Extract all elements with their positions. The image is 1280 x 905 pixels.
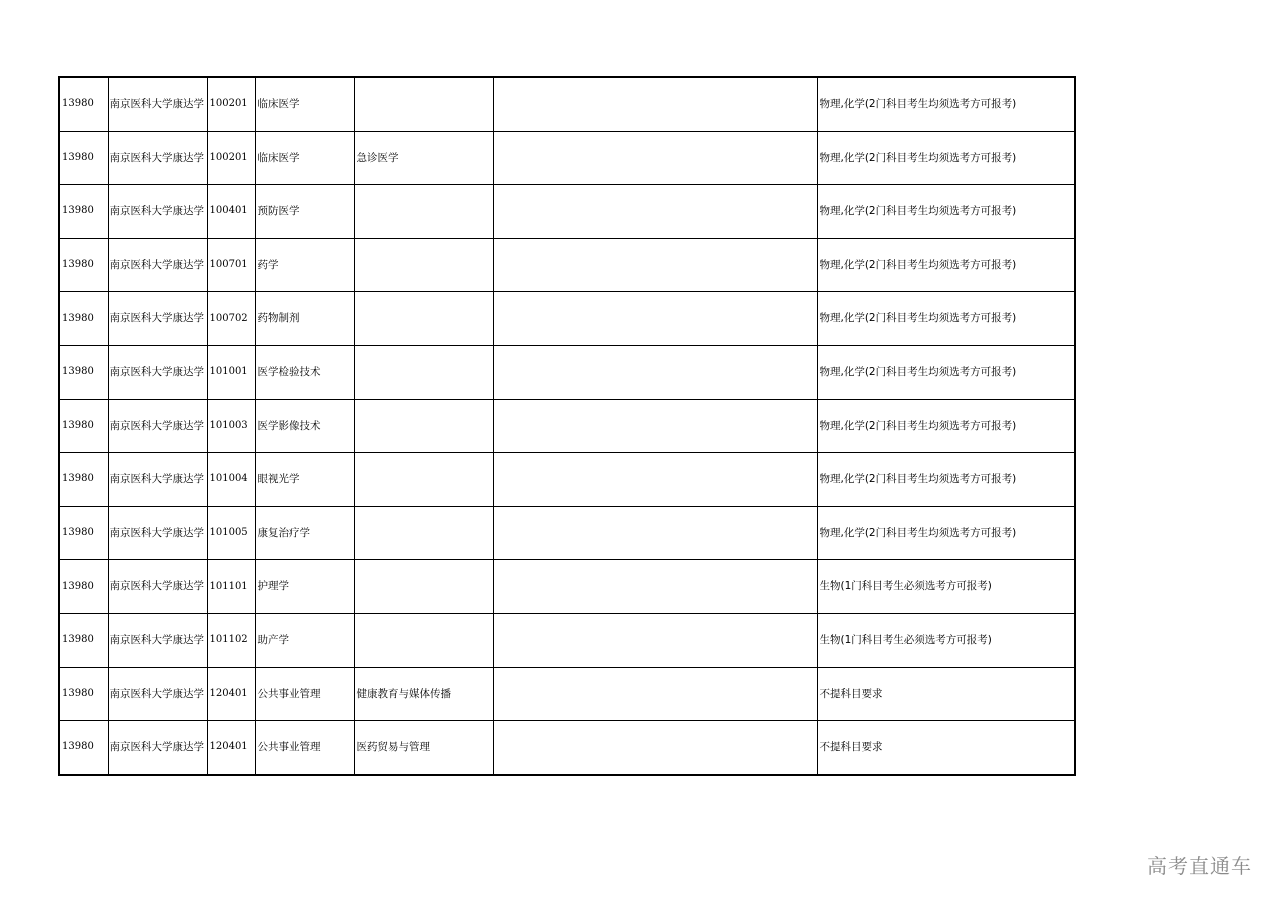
notes-cell xyxy=(493,238,817,292)
major-name-cell: 眼视光学 xyxy=(255,453,354,507)
notes-cell xyxy=(493,399,817,453)
institution-code-cell: 13980 xyxy=(59,560,108,614)
table-body xyxy=(59,77,1075,775)
table-row xyxy=(59,453,1075,507)
institution-name-cell: 南京医科大学康达学 xyxy=(108,721,207,775)
major-name-cell: 临床医学 xyxy=(255,131,354,185)
institution-name-cell: 南京医科大学康达学 xyxy=(108,399,207,453)
notes-cell xyxy=(493,506,817,560)
major-direction-cell xyxy=(354,345,493,399)
institution-code-cell: 13980 xyxy=(59,292,108,346)
institution-name-cell: 南京医科大学康达学 xyxy=(108,345,207,399)
table-row xyxy=(59,560,1075,614)
major-code-cell: 101005 xyxy=(207,506,255,560)
major-direction-cell xyxy=(354,506,493,560)
institution-name-cell: 南京医科大学康达学 xyxy=(108,613,207,667)
notes-cell xyxy=(493,721,817,775)
major-code-cell: 100401 xyxy=(207,185,255,239)
major-direction-cell: 医药贸易与管理 xyxy=(354,721,493,775)
major-direction-cell xyxy=(354,613,493,667)
table-row xyxy=(59,292,1075,346)
major-direction-cell xyxy=(354,453,493,507)
table-row xyxy=(59,131,1075,185)
major-direction-cell: 急诊医学 xyxy=(354,131,493,185)
subject-requirement-cell: 生物(1门科目考生必须选考方可报考) xyxy=(817,560,1075,614)
notes-cell xyxy=(493,453,817,507)
institution-name-cell: 南京医科大学康达学 xyxy=(108,77,207,131)
major-code-cell: 120401 xyxy=(207,667,255,721)
major-name-cell: 助产学 xyxy=(255,613,354,667)
major-code-cell: 101101 xyxy=(207,560,255,614)
subject-requirement-cell: 物理,化学(2门科目考生均须选考方可报考) xyxy=(817,506,1075,560)
subject-requirement-cell: 物理,化学(2门科目考生均须选考方可报考) xyxy=(817,185,1075,239)
institution-code-cell: 13980 xyxy=(59,613,108,667)
major-code-cell: 101004 xyxy=(207,453,255,507)
major-direction-cell xyxy=(354,292,493,346)
major-direction-cell xyxy=(354,399,493,453)
table-row xyxy=(59,238,1075,292)
institution-name-cell: 南京医科大学康达学 xyxy=(108,506,207,560)
major-direction-cell: 健康教育与媒体传播 xyxy=(354,667,493,721)
major-name-cell: 公共事业管理 xyxy=(255,721,354,775)
institution-name-cell: 南京医科大学康达学 xyxy=(108,667,207,721)
major-direction-cell xyxy=(354,560,493,614)
institution-name-cell: 南京医科大学康达学 xyxy=(108,453,207,507)
institution-code-cell: 13980 xyxy=(59,399,108,453)
subject-requirement-cell: 物理,化学(2门科目考生均须选考方可报考) xyxy=(817,453,1075,507)
major-name-cell: 医学检验技术 xyxy=(255,345,354,399)
notes-cell xyxy=(493,131,817,185)
major-code-cell: 100201 xyxy=(207,131,255,185)
notes-cell xyxy=(493,185,817,239)
institution-code-cell: 13980 xyxy=(59,453,108,507)
major-direction-cell xyxy=(354,77,493,131)
institution-name-cell: 南京医科大学康达学 xyxy=(108,131,207,185)
institution-code-cell: 13980 xyxy=(59,506,108,560)
subject-requirement-cell: 物理,化学(2门科目考生均须选考方可报考) xyxy=(817,399,1075,453)
requirements-table xyxy=(58,76,1076,776)
notes-cell xyxy=(493,560,817,614)
major-code-cell: 120401 xyxy=(207,721,255,775)
major-code-cell: 101001 xyxy=(207,345,255,399)
major-code-cell: 100702 xyxy=(207,292,255,346)
subject-requirement-cell: 物理,化学(2门科目考生均须选考方可报考) xyxy=(817,131,1075,185)
major-name-cell: 护理学 xyxy=(255,560,354,614)
notes-cell xyxy=(493,345,817,399)
major-direction-cell xyxy=(354,185,493,239)
institution-name-cell: 南京医科大学康达学 xyxy=(108,185,207,239)
table-row xyxy=(59,506,1075,560)
subject-requirement-cell: 不提科目要求 xyxy=(817,721,1075,775)
major-code-cell: 100201 xyxy=(207,77,255,131)
subject-requirement-cell: 物理,化学(2门科目考生均须选考方可报考) xyxy=(817,345,1075,399)
major-name-cell: 临床医学 xyxy=(255,77,354,131)
watermark-text: 高考直通车 xyxy=(1147,854,1252,878)
table-row xyxy=(59,185,1075,239)
major-code-cell: 101102 xyxy=(207,613,255,667)
table-row xyxy=(59,721,1075,775)
institution-code-cell: 13980 xyxy=(59,77,108,131)
subject-requirement-cell: 生物(1门科目考生必须选考方可报考) xyxy=(817,613,1075,667)
major-code-cell: 101003 xyxy=(207,399,255,453)
table-row xyxy=(59,613,1075,667)
institution-name-cell: 南京医科大学康达学 xyxy=(108,292,207,346)
institution-name-cell: 南京医科大学康达学 xyxy=(108,560,207,614)
institution-code-cell: 13980 xyxy=(59,721,108,775)
major-name-cell: 医学影像技术 xyxy=(255,399,354,453)
institution-name-cell: 南京医科大学康达学 xyxy=(108,238,207,292)
notes-cell xyxy=(493,613,817,667)
subject-requirement-cell: 物理,化学(2门科目考生均须选考方可报考) xyxy=(817,238,1075,292)
subject-requirement-cell: 不提科目要求 xyxy=(817,667,1075,721)
notes-cell xyxy=(493,77,817,131)
institution-code-cell: 13980 xyxy=(59,667,108,721)
major-name-cell: 公共事业管理 xyxy=(255,667,354,721)
institution-code-cell: 13980 xyxy=(59,131,108,185)
major-direction-cell xyxy=(354,238,493,292)
major-name-cell: 预防医学 xyxy=(255,185,354,239)
notes-cell xyxy=(493,667,817,721)
notes-cell xyxy=(493,292,817,346)
table-row xyxy=(59,399,1075,453)
subject-requirement-cell: 物理,化学(2门科目考生均须选考方可报考) xyxy=(817,292,1075,346)
subject-requirement-cell: 物理,化学(2门科目考生均须选考方可报考) xyxy=(817,77,1075,131)
major-name-cell: 药学 xyxy=(255,238,354,292)
table-row xyxy=(59,77,1075,131)
institution-code-cell: 13980 xyxy=(59,345,108,399)
major-code-cell: 100701 xyxy=(207,238,255,292)
institution-code-cell: 13980 xyxy=(59,238,108,292)
table-row xyxy=(59,667,1075,721)
institution-code-cell: 13980 xyxy=(59,185,108,239)
major-name-cell: 康复治疗学 xyxy=(255,506,354,560)
major-name-cell: 药物制剂 xyxy=(255,292,354,346)
table-row xyxy=(59,345,1075,399)
